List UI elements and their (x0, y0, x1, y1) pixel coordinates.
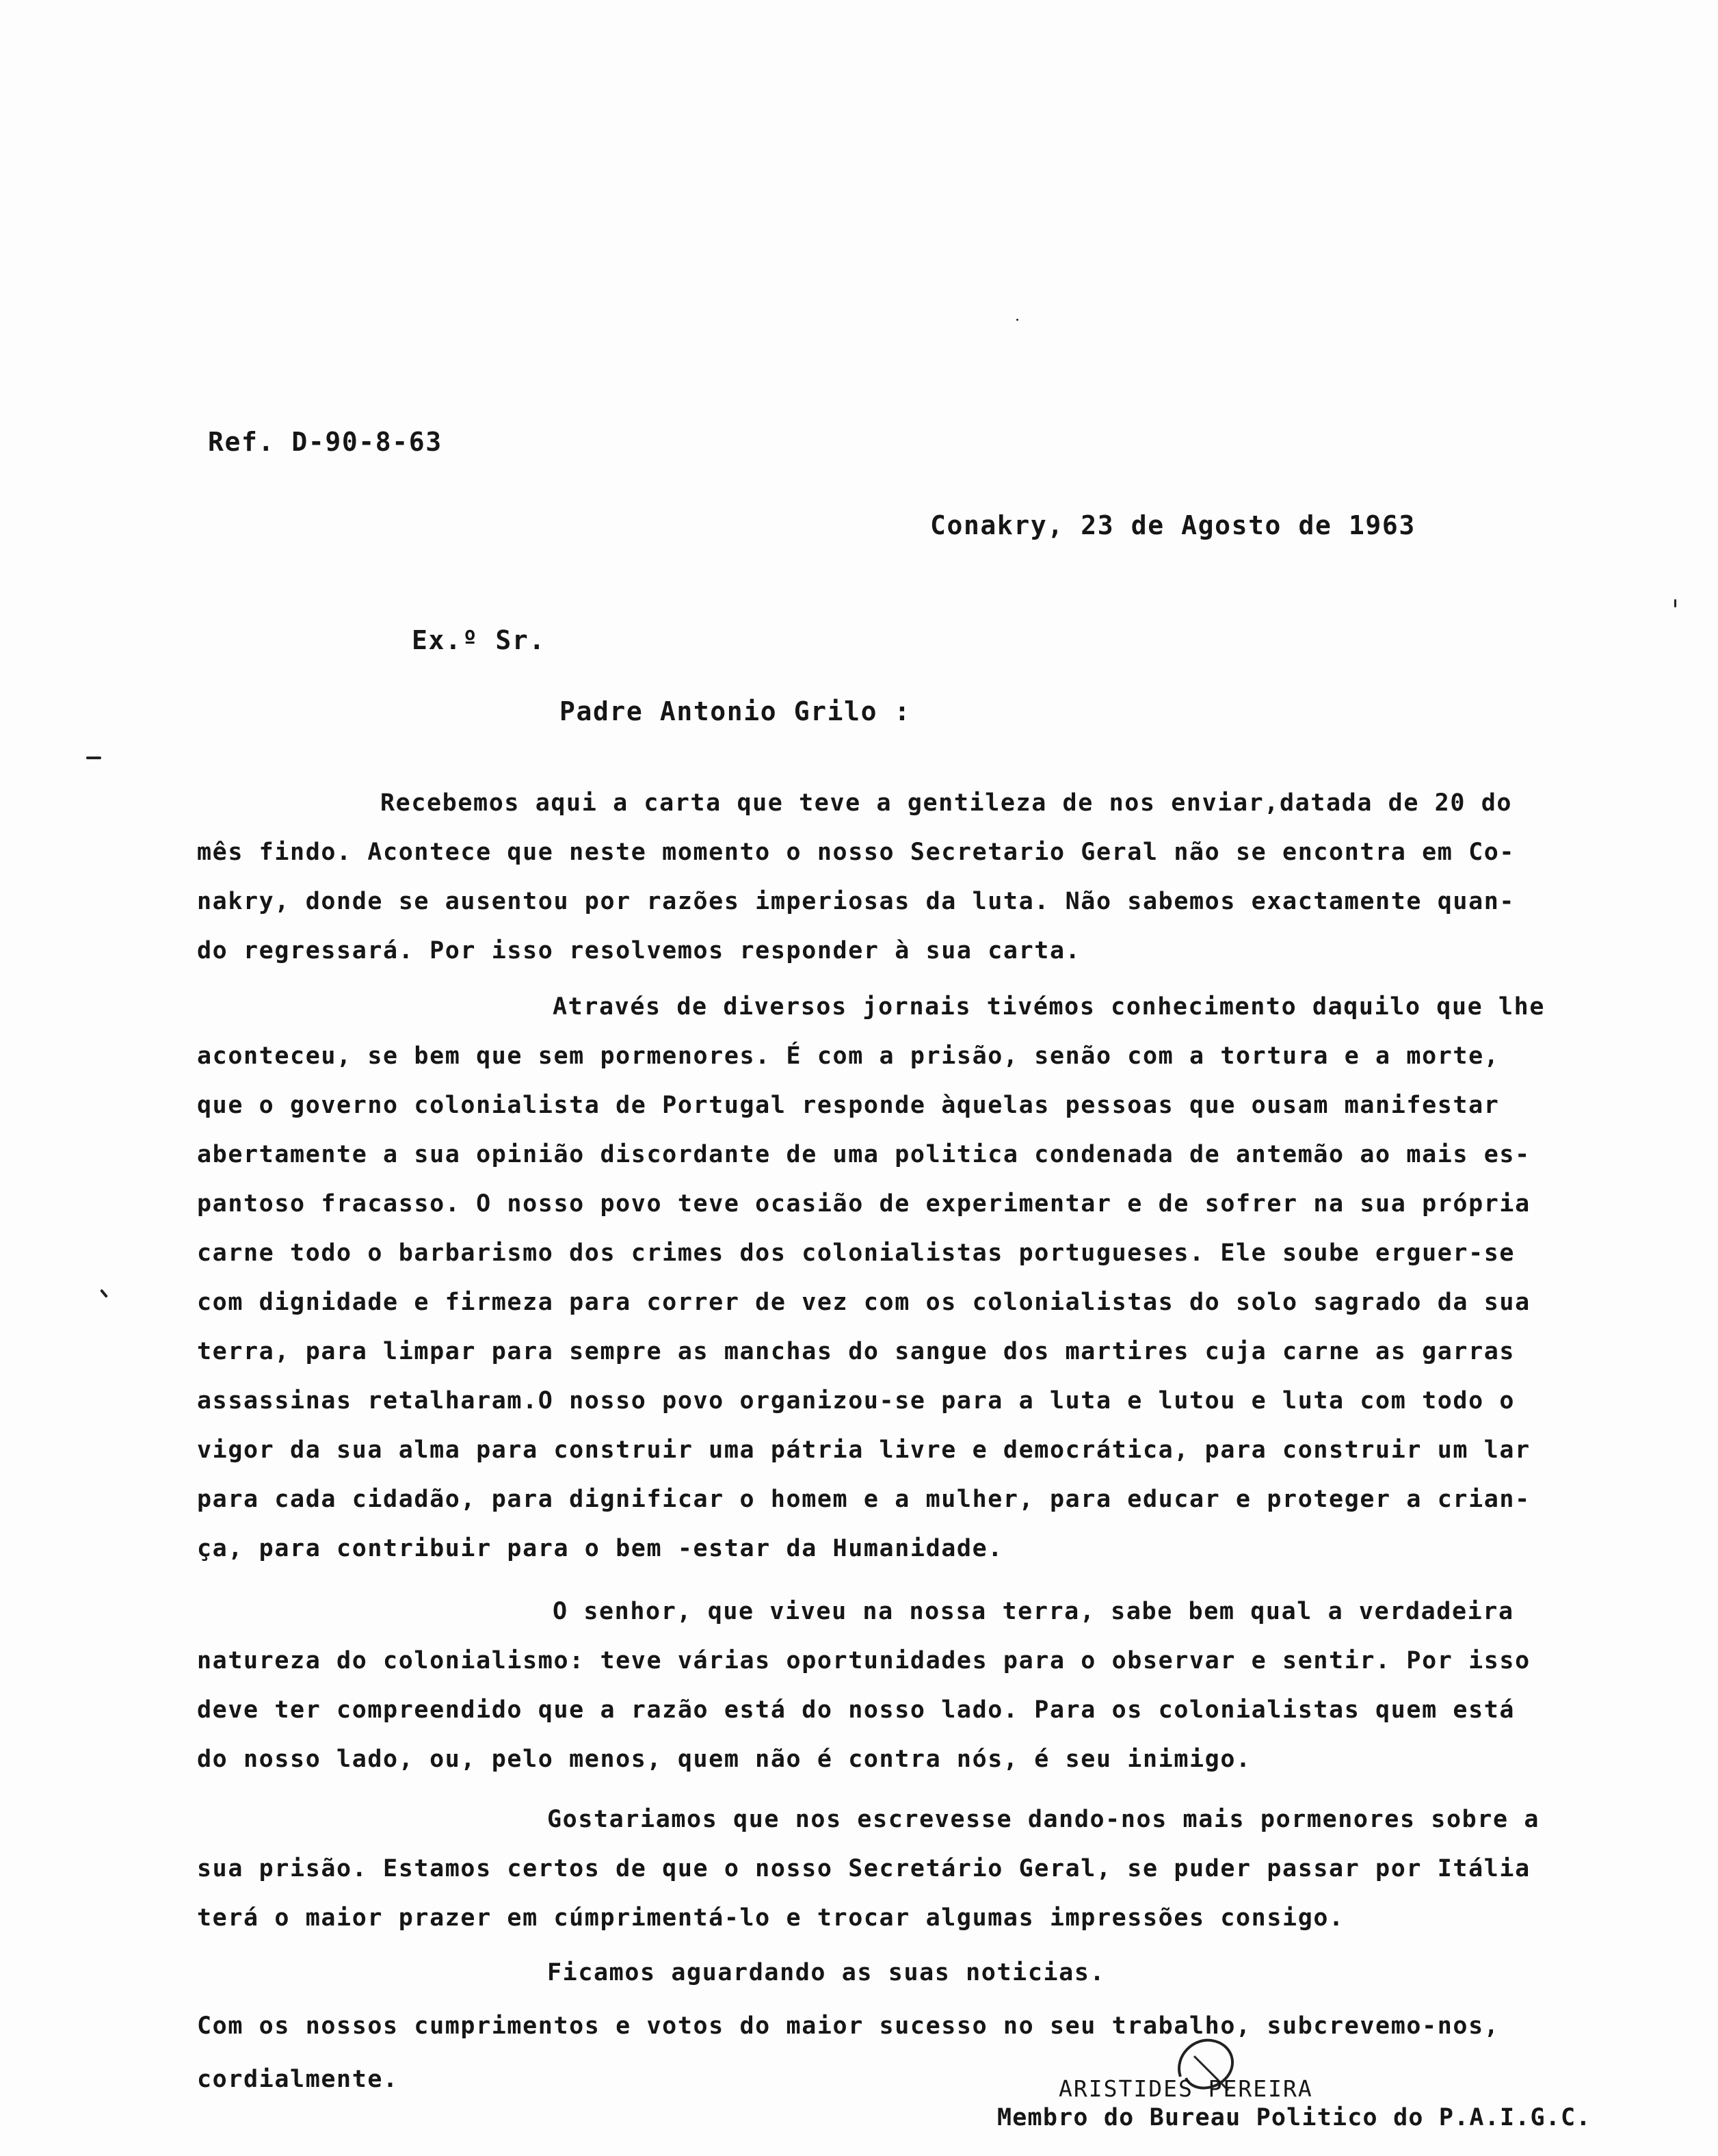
body-line: assassinas retalharam.O nosso povo organizou-se para a luta e lutou e luta com todo o (197, 1387, 1516, 1415)
body-line: O senhor, que viveu na nossa terra, sabe bem qual a verdadeira (553, 1598, 1514, 1625)
body-line: Através de diversos jornais tivémos conhecimento daquilo que lhe (553, 993, 1545, 1021)
body-line: ça, para contribuir para o bem -estar da Humanidade. (197, 1535, 1003, 1562)
body-line: sua prisão. Estamos certos de que o nosso Secretário Geral, se puder passar por Itália (197, 1855, 1531, 1882)
body-line: Ficamos aguardando as suas noticias. (547, 1959, 1106, 1986)
body-line: cordialmente. (197, 2066, 399, 2093)
body-line: do nosso lado, ou, pelo menos, quem não é contra nós, é seu inimigo. (197, 1746, 1252, 1773)
place-and-date: Conakry, 23 de Agosto de 1963 (930, 510, 1416, 540)
body-line: Gostariamos que nos escrevesse dando-nos mais pormenores sobre a (547, 1806, 1539, 1833)
body-line: Recebemos aqui a carta que teve a gentileza de nos enviar,datada de 20 do (380, 789, 1513, 817)
body-line: com dignidade e firmeza para correr de vez com os colonialistas do solo sagrado da sua (197, 1289, 1531, 1316)
signatory-role: Membro do Bureau Politico do P.A.I.G.C. (997, 2104, 1591, 2131)
body-line: nakry, donde se ausentou por razões imperiosas da luta. Não sabemos exactamente quan- (197, 888, 1516, 915)
body-line: que o governo colonialista de Portugal responde àquelas pessoas que ousam manifestar (197, 1092, 1500, 1119)
body-line: para cada cidadão, para dignificar o homem e a mulher, para educar e proteger a crian- (197, 1486, 1531, 1513)
body-line: natureza do colonialismo: teve várias oportunidades para o observar e sentir. Por isso (197, 1647, 1531, 1674)
addressee: Padre Antonio Grilo : (559, 696, 912, 726)
signatory-name: ARISTIDES PEREIRA (1059, 2075, 1313, 2102)
scan-speck (86, 757, 101, 759)
body-line: carne todo o barbarismo dos crimes dos colonialistas portugueses. Ele soube erguer-se (197, 1239, 1516, 1267)
body-line: vigor da sua alma para construir uma pátria livre e democrática, para construir um lar (197, 1436, 1531, 1464)
scan-speck (100, 1289, 108, 1298)
scan-speck (1016, 319, 1018, 321)
body-line: aconteceu, se bem que sem pormenores. É com a prisão, senão com a tortura e a morte, (197, 1042, 1500, 1070)
reference-number: Ref. D-90-8-63 (208, 427, 442, 457)
body-line: mês findo. Acontece que neste momento o nosso Secretario Geral não se encontra em Co- (197, 839, 1516, 866)
body-line: Com os nossos cumprimentos e votos do maior sucesso no seu trabalho, subcrevemo-nos, (197, 2012, 1500, 2040)
body-line: abertamente a sua opinião discordante de uma politica condenada de antemão ao mais es- (197, 1141, 1531, 1168)
body-line: pantoso fracasso. O nosso povo teve ocasião de experimentar e de sofrer na sua própria (197, 1190, 1531, 1218)
body-line: deve ter compreendido que a razão está do nosso lado. Para os colonialistas quem está (197, 1696, 1516, 1724)
scan-speck (1674, 599, 1676, 607)
body-line: terra, para limpar para sempre as manchas do sangue dos martires cuja carne as garras (197, 1338, 1516, 1365)
salutation: Ex.º Sr. (412, 625, 546, 655)
body-line: do regressará. Por isso resolvemos responder à sua carta. (197, 937, 1081, 964)
body-line: terá o maior prazer em cúmprimentá-lo e trocar algumas impressões consigo. (197, 1904, 1345, 1932)
